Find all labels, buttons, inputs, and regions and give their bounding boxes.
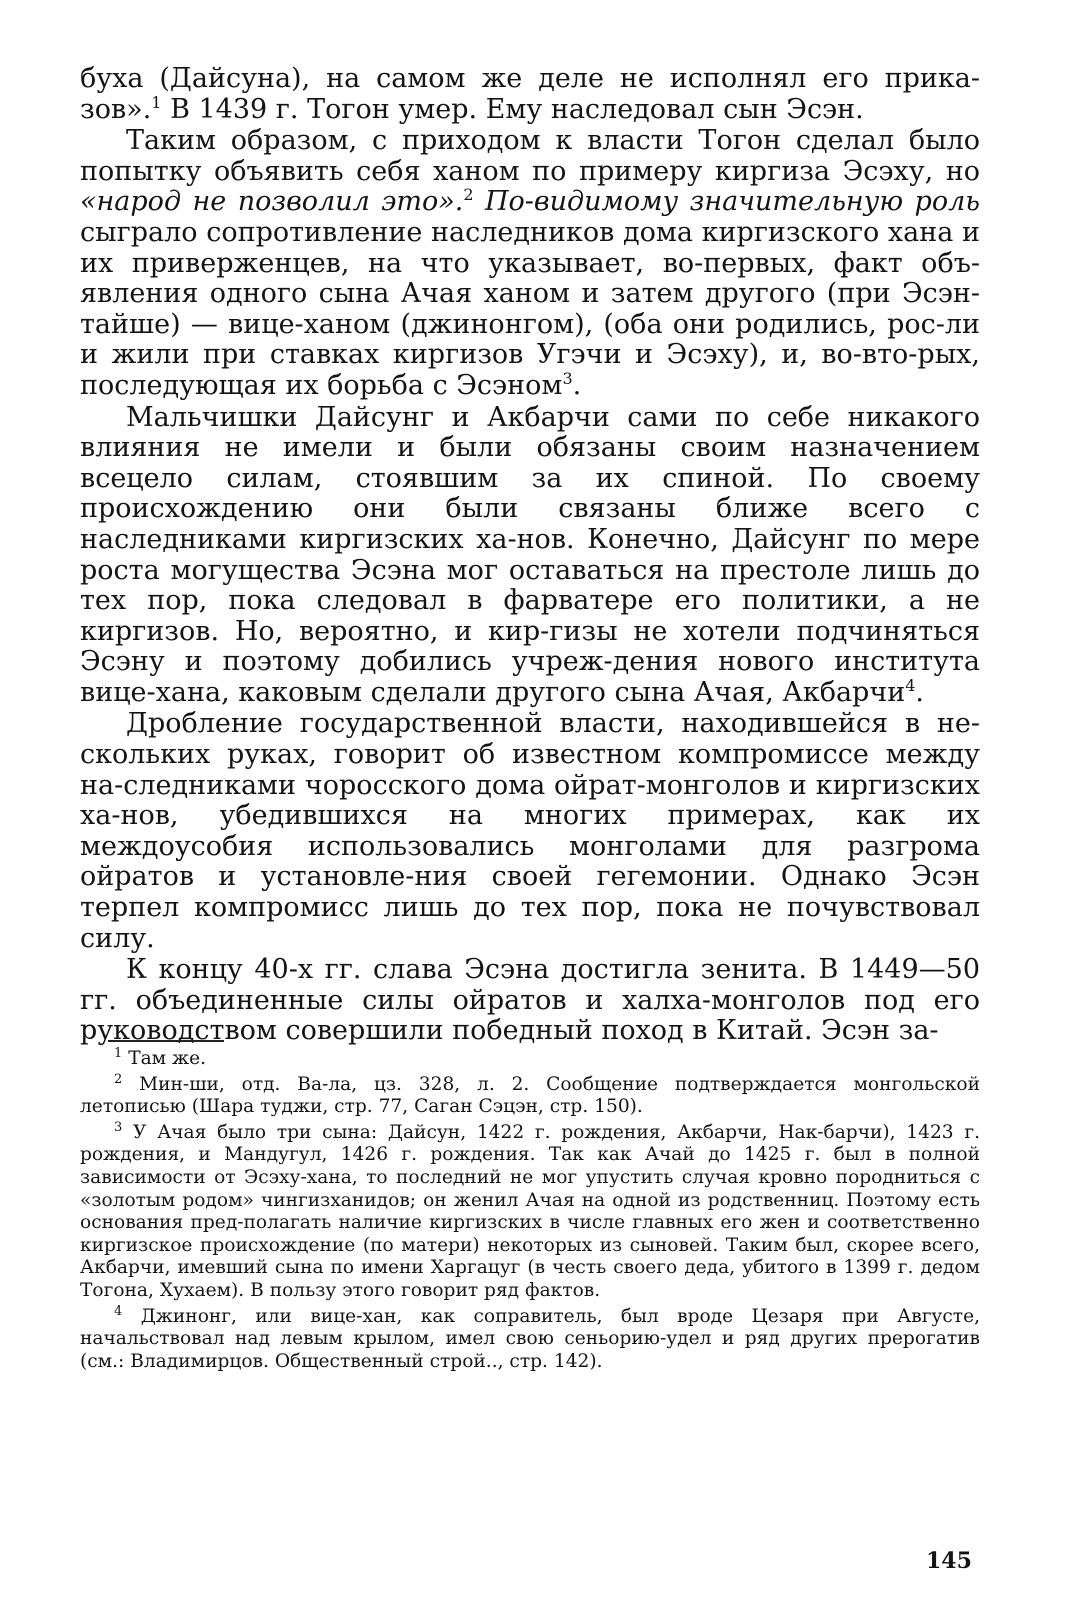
footnote-4 [80,1303,980,1374]
paragraph-3-text: Мальчишки Дайсунг и Акбарчи сами по себе никакого влияния не имели и были обязаны своим назначением всецело силам, стоявшим за их спиной. По своему происхождению они были связаны ближе всего с наследниками киргизских ха-нов. Конечно, Дайсунг по мере роста могущества Эсэна мог оставаться на престоле лишь до тех пор, пока следовал в фарватере его политики, а не киргизов. Но, вероятно, и кир-гизы не хотели подчиняться Эсэну и поэтому добились учреж-дения нового института вице-хана, каковым сделали другого сына Ачая, Акбарчи [80,401,980,708]
footnote-mark: 4 [114,1303,123,1319]
paragraph-5-text: К концу 40-х гг. слава Эсэна достигла зенита. В 1449—50 гг. объединенные силы ойратов и халха-монголов под его руководством совершили победный поход в Китай. Эсэн за- [80,954,980,1047]
main-text [80,64,980,1047]
footnote-ref-2: 2 [463,185,474,205]
footnote-text: Джинонг, или вице-хан, как соправитель, был вроде Цезаря при Августе, начальствовал над левым крылом, имел свою сеньорию-удел и ряд других прерогатив (см.: Владимирцов. Общественный строй.., стр. 142). [80,1305,980,1372]
paragraph-1-text-b: В 1439 г. Тогон умер. Ему наследовал сын Эсэн. [161,93,864,125]
footnote-ref-1: 1 [151,92,162,112]
paragraph-2-italic: По-видимому значительную роль [473,186,980,218]
paragraph-1 [80,64,980,125]
footnote-3 [80,1119,980,1303]
paragraph-3-end: . [915,676,924,708]
paragraph-1-text-a: буха (Дайсуна), на самом же деле не исполнял его прика-зов». [80,63,980,125]
footnote-ref-3: 3 [562,368,573,388]
paragraph-4-text: Дробление государственной власти, находившейся в не-скольких руках, говорит об известном компромиссе между на-следниками чоросского дома ойрат-монголов и киргизских ха-нов, убедившихся на многих примерах, как их междоусобия использовались монголами для разгрома ойратов и установле-ния своей гегемонии. Однако Эсэн терпел компромисс лишь до тех пор, пока не почувствовал силу. [80,708,980,954]
page-number: 145 [926,1548,972,1574]
paragraph-2-text-a: Таким образом, с приходом к власти Тогон сделал было попытку объявить себя ханом по примеру киргиза Эсэху, но [80,125,980,187]
paragraph-5 [80,955,980,1047]
paragraph-2 [80,126,980,401]
footnote-mark: 2 [114,1071,123,1087]
footnote-mark: 1 [114,1046,123,1061]
footnote-1 [80,1048,980,1071]
paragraph-2-text-b: сыграло сопротивление наследников дома киргизского хана и их приверженцев, на что указывает, во-первых, факт объ-явления одного сына Ачая ханом и затем другого (при Эсэн-тайше) — вице-ханом (джинонгом), (оба они родились, рос-ли и жили при ставках киргизов Угэчи и Эсэху), и, во-вто-рых, последующая их борьба с Эсэном [80,216,980,401]
footnote-text: У Ачая было три сына: Дайсун, 1422 г. рождения, Акбарчи, Нак-барчи), 1423 г. рождения, и Мандугул, 1426 г. рождения. Так как Ачай до 1425 г. был в полной зависимости от Эсэху-хана, то последний не мог упустить случая кровно породниться с «золотым родом» чингизханидов; он женил Ачая на одной из родственниц. Поэтому есть основания пред-полагать наличие киргизских в числе главных его жен и соответственно киргизское происхождение (по матери) некоторых из сыновей. Таким был, скорее всего, Акбарчи, имевший сына по имени Харгацуг (в честь своего деда, убитого в 1399 г. дедом Тогона, Хухаем). В пользу этого говорит ряд фактов. [80,1121,980,1301]
paragraph-4 [80,709,980,954]
footnote-separator [108,1040,224,1042]
footnote-ref-4: 4 [905,675,916,695]
paragraph-3 [80,403,980,709]
footnotes [80,1048,980,1373]
footnote-text: Там же. [122,1048,207,1069]
footnote-mark: 3 [114,1119,123,1135]
quotation-italic: «народ не позволил это». [80,186,464,218]
paragraph-2-end: . [572,369,582,401]
footnote-2 [80,1071,980,1119]
footnote-text: Мин-ши, отд. Ва-ла, цз. 328, л. 2. Сообщение подтверждается монгольской летописью (Шара туджи, стр. 77, Саган Сэцэн, стр. 150). [80,1073,980,1118]
